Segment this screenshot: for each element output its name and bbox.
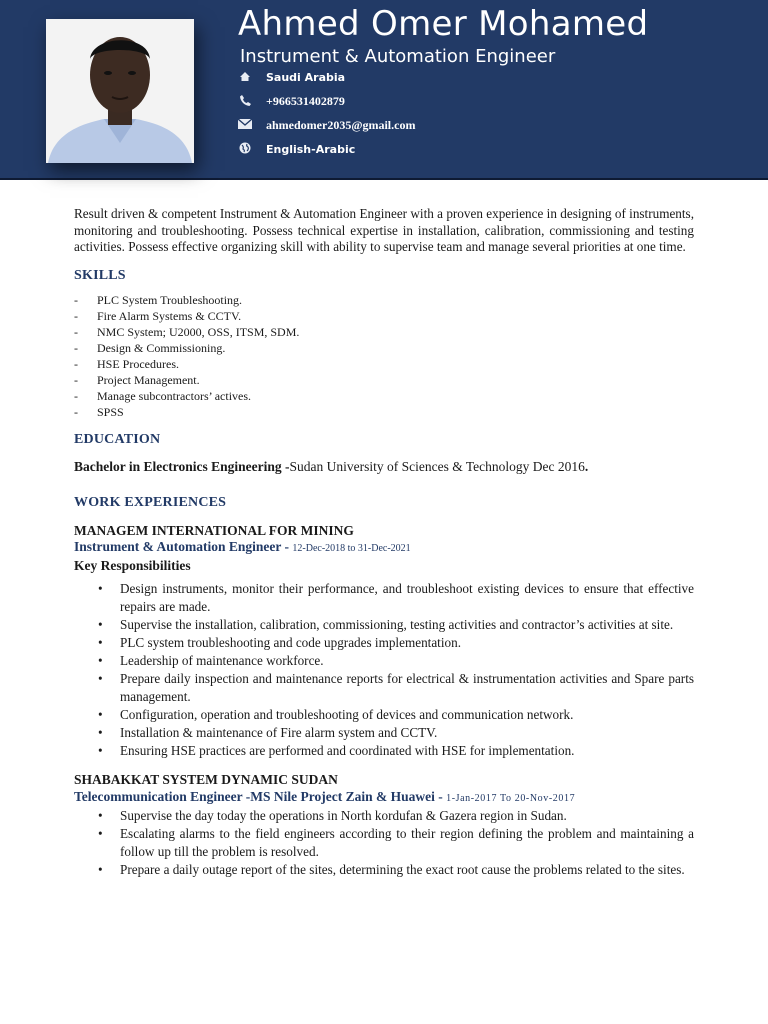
contact-phone bbox=[236, 94, 345, 109]
skill-item: - PLC System Troubleshooting. bbox=[74, 292, 694, 308]
job-responsibilities bbox=[74, 580, 694, 760]
responsibility-item: • Leadership of maintenance workforce. bbox=[74, 652, 694, 670]
job-company: MANAGEM INTERNATIONAL FOR MINING bbox=[74, 522, 354, 538]
job-dates: 12-Dec-2018 to 31-Dec-2021 bbox=[292, 543, 411, 554]
phone-text: +966531402879 bbox=[266, 94, 345, 108]
contact-languages bbox=[236, 142, 355, 157]
skill-item: - SPSS bbox=[74, 404, 694, 420]
skill-item: - Fire Alarm Systems & CCTV. bbox=[74, 308, 694, 324]
home-icon bbox=[236, 71, 254, 84]
skill-item: - NMC System; U2000, OSS, ITSM, SDM. bbox=[74, 324, 694, 340]
job-role bbox=[74, 539, 694, 558]
candidate-title: Instrument & Automation Engineer bbox=[240, 46, 556, 67]
education-institution: Sudan University of Sciences & Technology Dec 2016 bbox=[289, 458, 585, 474]
job-dates: 1-Jan-2017 To 20-Nov-2017 bbox=[446, 792, 576, 804]
profile-photo bbox=[46, 19, 194, 163]
skill-item: - HSE Procedures. bbox=[74, 356, 694, 372]
skill-item: - Design & Commissioning. bbox=[74, 340, 694, 356]
work-heading: WORK EXPERIENCES bbox=[74, 495, 227, 510]
contact-location bbox=[236, 71, 345, 84]
skills-heading: SKILLS bbox=[74, 267, 126, 283]
education-end: . bbox=[584, 458, 589, 474]
responsibility-item: • Prepare a daily outage report of the sites, determining the exact root cause the problems related to the sites. bbox=[74, 861, 694, 879]
education-entry bbox=[74, 459, 694, 476]
key-responsibilities-label: Key Responsibilities bbox=[74, 557, 191, 573]
skills-list bbox=[74, 292, 694, 420]
profile-summary: Result driven & competent Instrument & Automation Engineer with a proven experience in designing of instruments, monitoring and troubleshooting. Possess technical expertise in installation, calibration, commissioning and testing activities. Possess effective organizing skill with ability to supervise team and manage several priorities at one time. bbox=[74, 206, 694, 254]
skill-item: - Project Management. bbox=[74, 372, 694, 388]
job-company: SHABAKKAT SYSTEM DYNAMIC SUDAN bbox=[74, 772, 338, 787]
responsibility-item: • Ensuring HSE practices are performed and coordinated with HSE for implementation. bbox=[74, 742, 694, 760]
job-role bbox=[74, 789, 694, 808]
resume-body bbox=[74, 200, 694, 879]
education-degree: Bachelor in Electronics Engineering - bbox=[74, 458, 290, 474]
job-responsibilities bbox=[74, 807, 694, 879]
globe-icon bbox=[236, 142, 254, 157]
skill-item: - Manage subcontractors’ actives. bbox=[74, 388, 694, 404]
education-heading: EDUCATION bbox=[74, 432, 161, 447]
header-banner bbox=[0, 0, 768, 180]
phone-icon bbox=[236, 95, 254, 109]
responsibility-item: • Supervise the installation, calibration, commissioning, testing activities and contractor’s activities at site. bbox=[74, 616, 694, 634]
email-text[interactable]: ahmedomer2035@gmail.com bbox=[266, 118, 416, 132]
responsibility-item: • Supervise the day today the operations in North kordufan & Gazera region in Sudan. bbox=[74, 807, 694, 825]
responsibility-item: • Installation & maintenance of Fire alarm system and CCTV. bbox=[74, 724, 694, 742]
job-role-title: Instrument & Automation Engineer - bbox=[74, 539, 293, 554]
location-text: Saudi Arabia bbox=[266, 71, 346, 84]
responsibility-item: • PLC system troubleshooting and code upgrades implementation. bbox=[74, 634, 694, 652]
responsibility-item: • Design instruments, monitor their performance, and troubleshoot existing devices to ensure that effective repairs are made. bbox=[74, 580, 694, 616]
languages-text: English-Arabic bbox=[266, 143, 356, 156]
responsibility-item: • Escalating alarms to the field engineers according to their region defining the problem and maintaining a follow up till the problem is resolved. bbox=[74, 825, 694, 861]
mail-icon bbox=[236, 119, 254, 132]
responsibility-item: • Prepare daily inspection and maintenance reports for electrical & instrumentation activities and Spare parts management. bbox=[74, 670, 694, 706]
candidate-name: Ahmed Omer Mohamed bbox=[238, 4, 649, 44]
job-role-title: Telecommunication Engineer -MS Nile Project Zain & Huawei - bbox=[74, 788, 447, 804]
contact-email bbox=[236, 118, 415, 133]
profile-photo-illustration bbox=[46, 19, 194, 163]
responsibility-item: • Configuration, operation and troubleshooting of devices and communication network. bbox=[74, 706, 694, 724]
